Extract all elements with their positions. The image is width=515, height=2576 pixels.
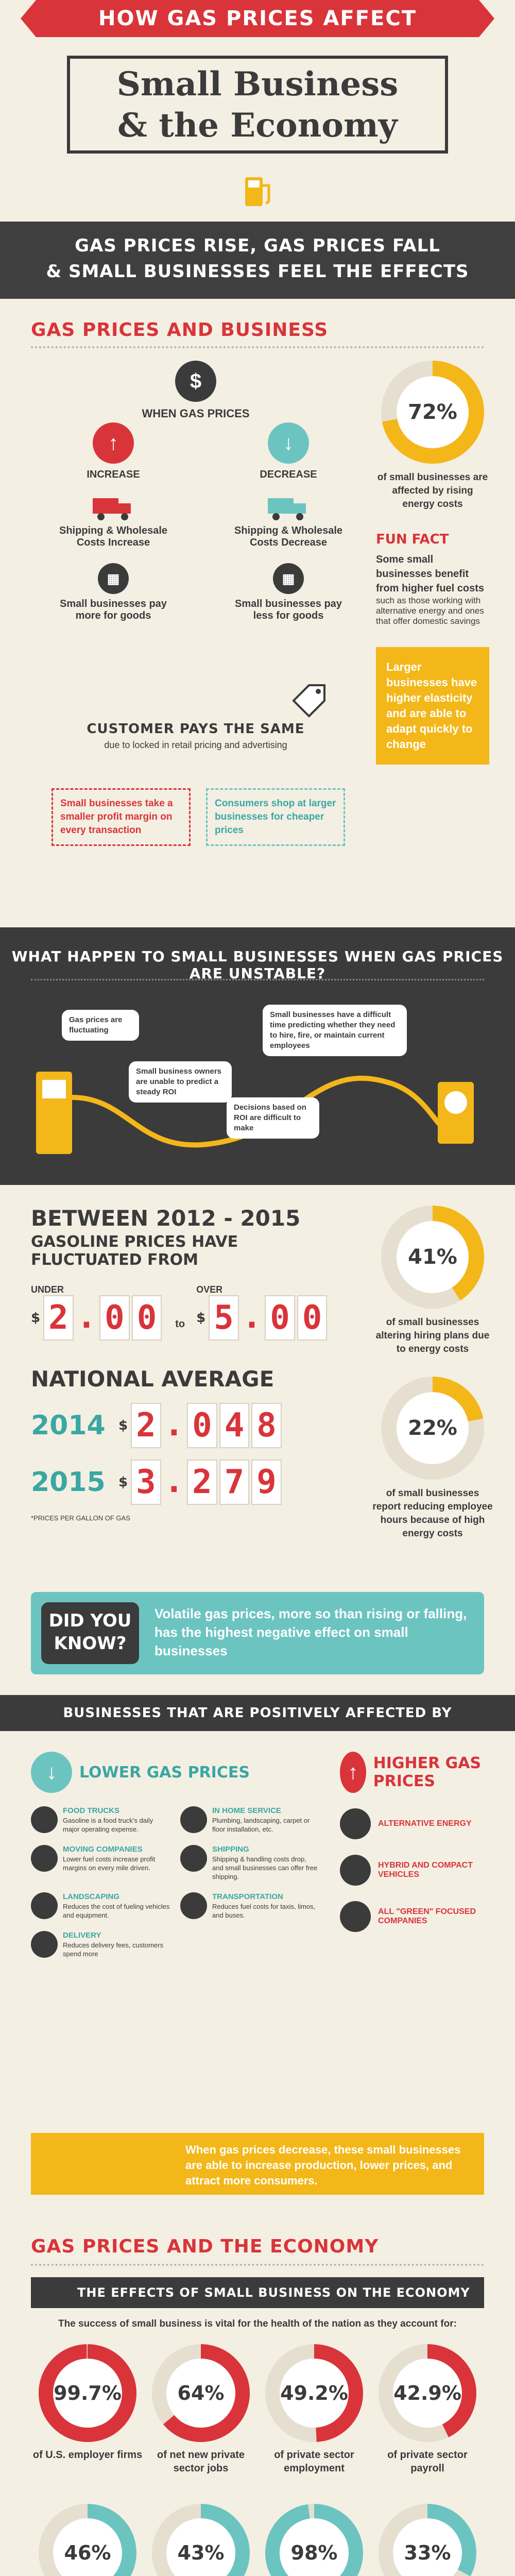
higher-label: HIGHER GAS PRICES bbox=[373, 1754, 482, 1790]
avg-2015-digits bbox=[131, 1460, 284, 1505]
header bbox=[0, 0, 515, 282]
divider bbox=[31, 979, 484, 980]
note-smaller-margin: Small businesses take a smaller profit margin on every transaction bbox=[52, 788, 191, 846]
unstable-prices-section bbox=[0, 927, 515, 1185]
business-title: TRANSPORTATION bbox=[212, 1892, 283, 1901]
decrease-item-2: Small businesses pay less for goods bbox=[235, 598, 342, 621]
price-digit: 4 bbox=[219, 1403, 250, 1448]
stat-ring-41 bbox=[381, 1206, 484, 1309]
higher-business-item bbox=[340, 1901, 484, 1932]
ring-caption: of private sector payroll bbox=[387, 2449, 468, 2474]
bubble-decisions: Decisions based on ROI are difficult to make bbox=[227, 1097, 319, 1139]
stat-ring bbox=[371, 2344, 484, 2475]
price-digit: 9 bbox=[251, 1460, 282, 1505]
price-digit: 7 bbox=[219, 1460, 250, 1505]
higher-gas-prices-column bbox=[340, 1752, 484, 1932]
dollar-sign: $ bbox=[196, 1310, 206, 1326]
did-you-know-volatility bbox=[31, 1592, 484, 1674]
price-digit: 2 bbox=[131, 1403, 161, 1448]
badge-line-1: DID YOU bbox=[48, 1611, 132, 1631]
stat-ring bbox=[144, 2504, 258, 2576]
under-digits bbox=[43, 1295, 164, 1341]
business-title: IN HOME SERVICE bbox=[212, 1806, 281, 1815]
same-subtitle: due to locked in retail pricing and advertising bbox=[104, 740, 287, 750]
section-title: WHAT HAPPEN TO SMALL BUSINESSES WHEN GAS PRICES ARE UNSTABLE? bbox=[11, 948, 504, 982]
truck-icon bbox=[93, 495, 134, 521]
lower-business-item bbox=[31, 1892, 170, 1920]
bubble-fluctuating: Gas prices are fluctuating bbox=[62, 1010, 139, 1041]
price-history bbox=[31, 1206, 350, 1522]
year-row-2014 bbox=[31, 1403, 350, 1448]
price-digit: 2 bbox=[43, 1295, 74, 1341]
subtitle-line-1: Small Business bbox=[116, 65, 399, 104]
fluctuation-section bbox=[0, 1185, 515, 1577]
store-icon: ▦ bbox=[98, 563, 129, 594]
price-digit: 5 bbox=[209, 1295, 239, 1341]
stat-ring bbox=[258, 2504, 371, 2576]
stat-value: 72% bbox=[397, 376, 469, 448]
price-digit: . bbox=[242, 1298, 262, 1336]
ring-graphic bbox=[152, 2344, 250, 2442]
subtitle-line-2: & the Economy bbox=[117, 106, 398, 145]
same-title: CUSTOMER PAYS THE SAME bbox=[87, 721, 305, 737]
stat-ring bbox=[31, 2344, 144, 2475]
note-larger-businesses: Consumers shop at larger businesses for cheaper prices bbox=[206, 788, 345, 846]
arrow-up-icon: ↑ bbox=[93, 422, 134, 464]
price-digit: . bbox=[76, 1298, 97, 1336]
stat-ring bbox=[258, 2344, 371, 2475]
did-you-know-text: Volatile gas prices, more so than rising or falling, has the highest negative effect on small businesses bbox=[154, 1606, 467, 1658]
lower-business-item bbox=[180, 1806, 319, 1834]
stat-rings-row-1 bbox=[31, 2344, 484, 2475]
ring-caption: of U.S. employer firms bbox=[32, 2449, 143, 2461]
business-title: ALTERNATIVE ENERGY bbox=[378, 1819, 472, 1828]
year-2015: 2015 bbox=[31, 1467, 106, 1498]
gas-prices-business-section bbox=[0, 314, 515, 927]
arrow-down-icon: ↓ bbox=[268, 422, 309, 464]
year-row-2015 bbox=[31, 1460, 350, 1505]
business-icon bbox=[340, 1808, 371, 1839]
subtitle-box bbox=[67, 56, 448, 154]
price-digit: 0 bbox=[297, 1295, 328, 1341]
between-heading bbox=[31, 1206, 350, 1231]
intro-line-1: GAS PRICES RISE, GAS PRICES FALL bbox=[75, 235, 440, 256]
bubble-unpredictable-roi: Small business owners are unable to predict a steady ROI bbox=[129, 1061, 232, 1103]
dollar-sign: $ bbox=[31, 1310, 41, 1326]
ring-graphic bbox=[39, 2344, 136, 2442]
price-digit: 0 bbox=[187, 1403, 217, 1448]
higher-heading bbox=[340, 1752, 484, 1793]
bubble-hiring: Small businesses have a difficult time predicting whether they need to hire, fire, or maintain current employees bbox=[263, 1005, 407, 1056]
fun-fact-heading: FUN FACT bbox=[376, 532, 449, 547]
price-digit: 0 bbox=[265, 1295, 295, 1341]
business-icon bbox=[31, 1845, 58, 1872]
business-icon bbox=[340, 1901, 371, 1932]
business-title: HYBRID AND COMPACT VEHICLES bbox=[378, 1861, 473, 1879]
lower-gas-prices-column bbox=[31, 1752, 319, 1958]
stat-ring-22 bbox=[381, 1377, 484, 1480]
stat-ring bbox=[371, 2504, 484, 2576]
ring-graphic bbox=[152, 2504, 250, 2576]
price-range-row bbox=[31, 1284, 350, 1341]
price-digit: 0 bbox=[132, 1295, 162, 1341]
divider bbox=[31, 2264, 484, 2266]
lower-label: LOWER GAS PRICES bbox=[79, 1763, 250, 1782]
price-digit: . bbox=[164, 1462, 184, 1500]
price-digit: . bbox=[164, 1405, 184, 1444]
fluctuated-subheading: GASOLINE PRICES HAVE FLUCTUATED FROM bbox=[31, 1233, 238, 1269]
business-body: Plumbing, landscaping, carpet or floor installation, etc. bbox=[212, 1817, 310, 1833]
increase-item-2: Small businesses pay more for goods bbox=[60, 598, 167, 621]
lower-business-item bbox=[180, 1845, 319, 1881]
dollar-sign: $ bbox=[118, 1418, 128, 1433]
increase-label: INCREASE bbox=[87, 469, 140, 480]
business-title: LANDSCAPING bbox=[63, 1892, 120, 1901]
lower-business-item bbox=[31, 1931, 170, 1958]
when-gas-prices-label: WHEN GAS PRICES bbox=[142, 407, 250, 420]
business-title: MOVING COMPANIES bbox=[63, 1845, 143, 1854]
decrease-column bbox=[227, 422, 350, 622]
larger-business-callout: Larger businesses have higher elasticity and are able to adapt quickly to change bbox=[376, 647, 489, 765]
year-range: 2012 - 2015 bbox=[156, 1206, 301, 1231]
economy-section bbox=[0, 2231, 515, 2576]
dollar-sign: $ bbox=[118, 1475, 128, 1490]
business-body: Reduces delivery fees, customers spend more bbox=[63, 1941, 164, 1958]
intro-line-2: & SMALL BUSINESSES FEEL THE EFFECTS bbox=[46, 261, 469, 282]
price-digit: 8 bbox=[251, 1403, 282, 1448]
business-icon bbox=[180, 1845, 207, 1872]
national-average-heading: NATIONAL AVERAGE bbox=[31, 1366, 274, 1392]
ring-value: 49.2% bbox=[280, 2359, 349, 2428]
lower-heading bbox=[31, 1752, 319, 1793]
ring-value: 99.7% bbox=[53, 2359, 122, 2428]
price-digit: 3 bbox=[131, 1460, 161, 1505]
over-label: OVER bbox=[196, 1284, 223, 1295]
dollar-icon: $ bbox=[175, 361, 216, 402]
increase-item-goods bbox=[52, 563, 175, 622]
effects-band: THE EFFECTS OF SMALL BUSINESS ON THE ECONOMY bbox=[31, 2277, 484, 2308]
business-icon bbox=[180, 1806, 207, 1833]
increase-item-shipping bbox=[52, 495, 175, 549]
business-icon bbox=[31, 1931, 58, 1958]
section-band: BUSINESSES THAT ARE POSITIVELY AFFECTED BY bbox=[0, 1695, 515, 1731]
did-you-know-badge bbox=[41, 1602, 139, 1664]
business-title: FOOD TRUCKS bbox=[63, 1806, 119, 1815]
stat-caption: of small businesses are affected by rising energy costs bbox=[377, 472, 488, 510]
hiring-stats bbox=[371, 1206, 494, 1540]
ring-value: 43% bbox=[166, 2518, 235, 2576]
to-label: to bbox=[175, 1318, 185, 1330]
business-title: DELIVERY bbox=[63, 1931, 101, 1940]
lower-business-grid bbox=[31, 1806, 319, 1958]
title-banner: HOW GAS PRICES AFFECT bbox=[36, 0, 479, 37]
stat-value: 22% bbox=[397, 1392, 469, 1464]
stat-value: 41% bbox=[397, 1221, 469, 1293]
over-price bbox=[196, 1284, 329, 1341]
price-digit: 2 bbox=[187, 1460, 217, 1505]
divider bbox=[31, 346, 484, 348]
business-body: Reduces the cost of fueling vehicles and equipment. bbox=[63, 1903, 170, 1919]
stat-caption: of small businesses report reducing employee hours because of high energy costs bbox=[372, 1488, 493, 1539]
section-title: GAS PRICES AND THE ECONOMY bbox=[31, 2236, 379, 2257]
ring-graphic bbox=[265, 2344, 363, 2442]
decrease-item-1: Shipping & Wholesale Costs Decrease bbox=[234, 525, 342, 548]
higher-business-item bbox=[340, 1808, 484, 1839]
ring-graphic bbox=[379, 2344, 476, 2442]
higher-business-item bbox=[340, 1855, 484, 1886]
business-icon bbox=[31, 1806, 58, 1833]
higher-business-list bbox=[340, 1808, 484, 1932]
business-icon bbox=[31, 1892, 58, 1919]
price-digit: 0 bbox=[99, 1295, 130, 1341]
stat-ring bbox=[144, 2344, 258, 2475]
business-body: Reduces fuel costs for taxis, limos, and buses. bbox=[212, 1903, 316, 1919]
under-label: UNDER bbox=[31, 1284, 64, 1295]
fun-fact-detail: such as those working with alternative energy and ones that offer domestic savings bbox=[376, 596, 484, 626]
decrease-item-shipping bbox=[227, 495, 350, 549]
over-digits bbox=[209, 1295, 329, 1341]
lower-prices-callout: When gas prices decrease, these small businesses are able to increase production, lower prices, and attract more consumers. bbox=[31, 2133, 484, 2195]
ring-caption: of private sector employment bbox=[274, 2449, 354, 2474]
decrease-item-goods bbox=[227, 563, 350, 622]
under-price bbox=[31, 1284, 164, 1341]
business-body: Shipping & handling costs drop, and small businesses can offer free shipping. bbox=[212, 1855, 318, 1880]
business-title: ALL "GREEN" FOCUSED COMPANIES bbox=[378, 1907, 476, 1925]
avg-2014-digits bbox=[131, 1403, 284, 1448]
stat-ring-72 bbox=[381, 361, 484, 464]
lower-business-item bbox=[180, 1892, 319, 1920]
ring-value: 98% bbox=[280, 2518, 349, 2576]
pump-illustration bbox=[26, 999, 489, 1164]
business-title: SHIPPING bbox=[212, 1845, 249, 1854]
arrow-up-icon: ↑ bbox=[340, 1752, 366, 1793]
increase-item-1: Shipping & Wholesale Costs Increase bbox=[59, 525, 167, 548]
arrow-down-icon: ↓ bbox=[31, 1752, 72, 1793]
ring-value: 64% bbox=[166, 2359, 235, 2428]
ring-value: 42.9% bbox=[393, 2359, 462, 2428]
business-icon bbox=[340, 1855, 371, 1886]
customer-pays-same bbox=[52, 721, 340, 751]
effects-column bbox=[31, 361, 360, 917]
gas-pump-icon bbox=[237, 170, 278, 211]
positively-affected-section bbox=[0, 1695, 515, 2210]
ring-graphic bbox=[379, 2504, 476, 2576]
ring-value: 46% bbox=[53, 2518, 122, 2576]
truck-icon bbox=[268, 495, 309, 521]
section-title: GAS PRICES AND BUSINESS bbox=[31, 319, 329, 341]
lower-business-item bbox=[31, 1845, 170, 1881]
store-icon: ▦ bbox=[273, 563, 304, 594]
ring-caption: of net new private sector jobs bbox=[157, 2449, 245, 2474]
stats-column bbox=[376, 361, 489, 765]
business-body: Lower fuel costs increase profit margins on every mile driven. bbox=[63, 1855, 156, 1872]
lower-business-item bbox=[31, 1806, 170, 1834]
ring-graphic bbox=[39, 2504, 136, 2576]
fun-fact-body: Some small businesses benefit from higher fuel costs bbox=[376, 554, 485, 594]
price-tag-icon bbox=[288, 680, 330, 721]
stat-caption: of small businesses altering hiring plans due to energy costs bbox=[375, 1317, 490, 1354]
intro-band bbox=[0, 222, 515, 299]
ring-value: 33% bbox=[393, 2518, 462, 2576]
increase-column bbox=[52, 422, 175, 622]
effects-intro: The success of small business is vital for the health of the nation as they account for: bbox=[58, 2318, 457, 2329]
business-body: Gasoline is a food truck's daily major operating expense. bbox=[63, 1817, 153, 1833]
business-icon bbox=[180, 1892, 207, 1919]
badge-line-2: KNOW? bbox=[54, 1633, 127, 1654]
footnote: *PRICES PER GALLON OF GAS bbox=[31, 1514, 130, 1522]
stat-ring bbox=[31, 2504, 144, 2576]
year-2014: 2014 bbox=[31, 1410, 106, 1441]
decrease-label: DECREASE bbox=[260, 469, 317, 480]
stat-rings-row-2 bbox=[31, 2504, 484, 2576]
between-label: BETWEEN bbox=[31, 1206, 149, 1231]
ring-graphic bbox=[265, 2504, 363, 2576]
